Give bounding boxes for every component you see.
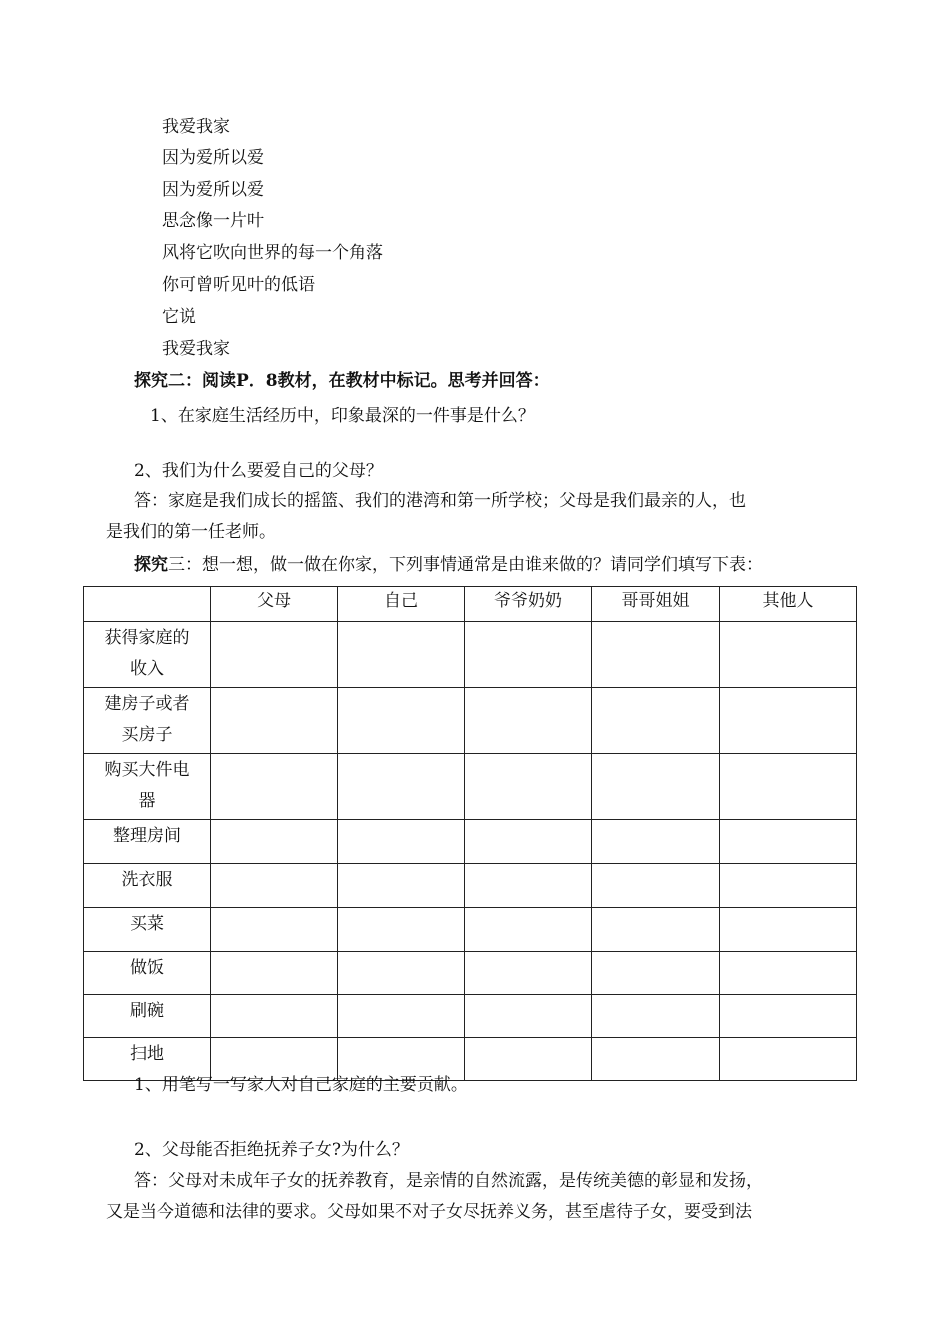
- explore2-answer-line-2: 是我们的第一任老师。: [106, 522, 276, 542]
- table-cell[interactable]: [592, 952, 720, 995]
- table-row-label: 整理房间: [84, 820, 211, 864]
- table-cell[interactable]: [211, 754, 338, 820]
- table-row-label: [84, 622, 211, 688]
- raising-question: 2、父母能否拒绝抚养子女?为什么？: [134, 1140, 409, 1160]
- raising-answer-line-2: 又是当今道德和法律的要求。父母如果不对子女尽抚养义务，甚至虐待子女，要受到法: [106, 1202, 752, 1222]
- table-row-label: 做饭: [84, 952, 211, 995]
- row-label-line: 收入: [130, 659, 164, 679]
- row-label-line: 建房子或者: [104, 694, 190, 714]
- table-cell[interactable]: [465, 688, 592, 754]
- raising-answer-line-1: 答：父母对未成年子女的抚养教育，是亲情的自然流露，是传统美德的彰显和发扬，: [134, 1171, 763, 1191]
- table-row: [84, 754, 857, 820]
- table-cell[interactable]: [592, 688, 720, 754]
- table-cell[interactable]: [465, 622, 592, 688]
- table-cell[interactable]: [720, 820, 857, 864]
- table-cell[interactable]: [465, 864, 592, 908]
- table-cell[interactable]: [720, 952, 857, 995]
- contribution-question: 1、用笔写一写家人对自己家庭的主要贡献。: [134, 1075, 468, 1095]
- table-cell[interactable]: [211, 995, 338, 1038]
- table-cell[interactable]: [720, 688, 857, 754]
- explore2-heading: 探究二：阅读P．8教材，在教材中标记。思考并回答：: [134, 371, 550, 391]
- row-label-line: 买房子: [121, 725, 173, 745]
- explore3-instruction: [134, 555, 763, 575]
- table-cell[interactable]: [338, 754, 465, 820]
- table-cell[interactable]: [338, 908, 465, 952]
- table-row-label: [84, 754, 211, 820]
- table-cell[interactable]: [592, 820, 720, 864]
- table-row: [84, 864, 857, 908]
- row-label-line: 购买大件电: [104, 760, 190, 780]
- poem-line-6: 你可曾听见叶的低语: [162, 275, 315, 295]
- table-row: [84, 688, 857, 754]
- poem-line-4: 思念像一片叶: [162, 211, 264, 231]
- table-row-label: 洗衣服: [84, 864, 211, 908]
- explore2-question-2: 2、我们为什么要爱自己的父母？: [134, 461, 383, 481]
- table-row: [84, 908, 857, 952]
- poem-line-5: 风将它吹向世界的每一个角落: [162, 243, 383, 263]
- table-cell[interactable]: [720, 995, 857, 1038]
- table-cell[interactable]: [211, 820, 338, 864]
- table-header-others: 其他人: [720, 587, 857, 622]
- poem-line-8: 我爱我家: [162, 339, 230, 359]
- table-row: [84, 622, 857, 688]
- table-cell[interactable]: [592, 864, 720, 908]
- table-cell[interactable]: [720, 864, 857, 908]
- table-cell[interactable]: [720, 622, 857, 688]
- table-cell[interactable]: [465, 754, 592, 820]
- table-cell[interactable]: [592, 908, 720, 952]
- table-cell[interactable]: [211, 688, 338, 754]
- table-cell[interactable]: [720, 1038, 857, 1081]
- poem-line-7: 它说: [162, 307, 196, 327]
- table-row-label: 刷碗: [84, 995, 211, 1038]
- table-cell[interactable]: [338, 820, 465, 864]
- row-label-line: 器: [138, 791, 156, 811]
- table-row-label: [84, 688, 211, 754]
- table-row: [84, 995, 857, 1038]
- table-cell[interactable]: [211, 908, 338, 952]
- table-cell[interactable]: [338, 864, 465, 908]
- table-cell[interactable]: [338, 952, 465, 995]
- table-cell[interactable]: [465, 1038, 592, 1081]
- table-header-empty: [84, 587, 211, 622]
- table-header-self: 自己: [338, 587, 465, 622]
- table-cell[interactable]: [592, 754, 720, 820]
- poem-line-3: 因为爱所以爱: [162, 180, 264, 200]
- poem-line-2: 因为爱所以爱: [162, 148, 264, 168]
- table-cell[interactable]: [338, 688, 465, 754]
- table-header-siblings: 哥哥姐姐: [592, 587, 720, 622]
- row-label-line: 获得家庭的: [104, 628, 190, 648]
- table-header-parents: 父母: [211, 587, 338, 622]
- table-cell[interactable]: [211, 864, 338, 908]
- table-cell[interactable]: [592, 995, 720, 1038]
- table-cell[interactable]: [465, 820, 592, 864]
- explore2-answer-line-1: 答：家庭是我们成长的摇篮、我们的港湾和第一所学校；父母是我们最亲的人，也: [134, 491, 746, 511]
- table-cell[interactable]: [720, 754, 857, 820]
- table-header-row: [84, 587, 857, 622]
- table-cell[interactable]: [465, 952, 592, 995]
- table-cell[interactable]: [465, 995, 592, 1038]
- explore3-text: 三：想一想，做一做在你家，下列事情通常是由谁来做的？请同学们填写下表：: [168, 555, 763, 575]
- table-cell[interactable]: [338, 622, 465, 688]
- table-cell[interactable]: [720, 908, 857, 952]
- poem-line-1: 我爱我家: [162, 117, 230, 137]
- explore2-question-1: 1、在家庭生活经历中，印象最深的一件事是什么？: [150, 406, 535, 426]
- table-row: [84, 952, 857, 995]
- table-row-label: 扫地: [84, 1038, 211, 1081]
- table-cell[interactable]: [465, 908, 592, 952]
- chores-table: [83, 586, 857, 1081]
- table-cell[interactable]: [338, 995, 465, 1038]
- explore3-label: 探究: [134, 555, 168, 575]
- table-header-grandparents: 爷爷奶奶: [465, 587, 592, 622]
- table-cell[interactable]: [211, 622, 338, 688]
- table-cell[interactable]: [592, 622, 720, 688]
- table-cell[interactable]: [592, 1038, 720, 1081]
- table-row: [84, 820, 857, 864]
- table-cell[interactable]: [211, 952, 338, 995]
- table-row-label: 买菜: [84, 908, 211, 952]
